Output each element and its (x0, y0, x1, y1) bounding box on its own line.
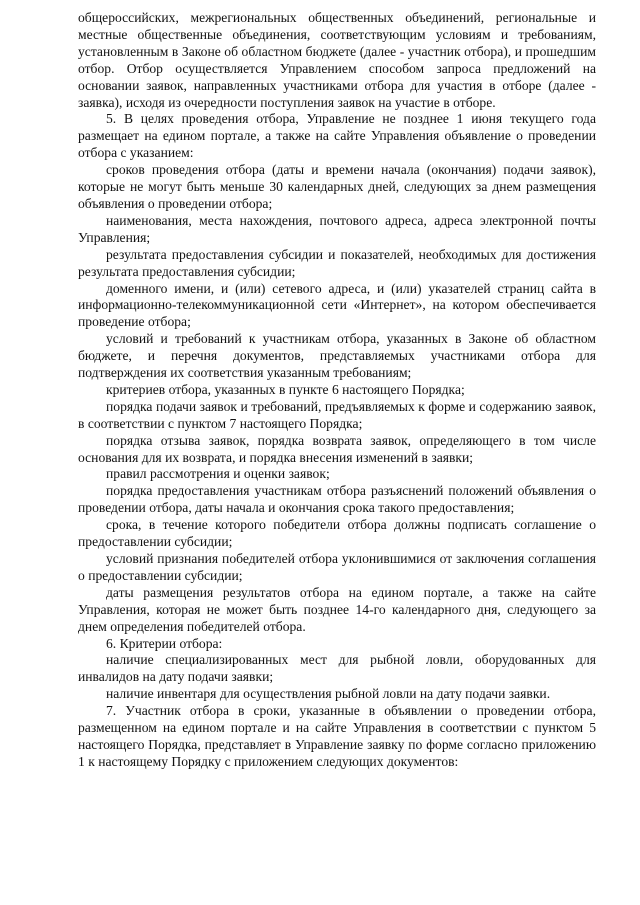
paragraph: наличие специализированных мест для рыбной ловли, оборудованных для инвалидов на дату подачи заявки; (78, 652, 596, 685)
paragraph: порядка подачи заявок и требований, предъявляемых к форме и содержанию заявок, в соответствии с пунктом 7 настоящего Порядка; (78, 398, 596, 431)
paragraph: результата предоставления субсидии и показателей, необходимых для достижения результата предоставления субсидии; (78, 246, 596, 279)
paragraph: 6. Критерии отбора: (106, 635, 223, 651)
paragraph: наличие инвентаря для осуществления рыбной ловли на дату подачи заявки. (106, 686, 551, 702)
paragraph: доменного имени, и (или) сетевого адреса, и (или) указателей страниц сайта в информационно-телекоммуникационной сети «Интернет», на котором обеспечивается проведение отбора; (78, 280, 596, 330)
paragraph: условий признания победителей отбора уклонившимися от заключения соглашения о предоставлении субсидии; (78, 551, 596, 583)
paragraph: 7. Участник отбора в сроки, указанные в объявлении о проведении отбора, размещенном на едином портале и на сайте Управления в соответствии с пунктом 5 настоящего Порядка, представляет в Управление заявку по форме согласно приложению 1 к настоящему Порядку с приложением следующих документов: (78, 703, 596, 769)
paragraph: правил рассмотрения и оценки заявок; (106, 466, 330, 482)
paragraph: наименования, места нахождения, почтового адреса, адреса электронной почты Управления; (78, 212, 596, 245)
paragraph: критериев отбора, указанных в пункте 6 настоящего Порядка; (106, 381, 465, 397)
paragraph: сроков проведения отбора (даты и времени начала (окончания) подачи заявок), которые не могут быть меньше 30 календарных дней, следующих за днем размещения объявления о проведении отбора; (78, 162, 596, 211)
paragraph: даты размещения результатов отбора на едином портале, а также на сайте Управления, которая не может быть позднее 14-го календарного дня, следующего за днем определения победителей отбора. (78, 584, 596, 634)
paragraph: 5. В целях проведения отбора, Управление не позднее 1 июня текущего года размещает на едином портале, а также на сайте Управления объявление о проведении отбора с указанием: (78, 111, 596, 161)
document-body (78, 10, 596, 771)
paragraph: срока, в течение которого победители отбора должны подписать соглашение о предоставлении субсидии; (78, 517, 596, 550)
paragraph: порядка отзыва заявок, порядка возврата заявок, определяющего в том числе основания для их возврата, и порядка внесения изменений в заявки; (78, 432, 596, 465)
paragraph: порядка предоставления участникам отбора разъяснений положений объявления о проведении отбора, даты начала и окончания срока такого предоставления; (78, 483, 596, 516)
paragraph: условий и требований к участникам отбора, указанных в Законе об областном бюджете, и перечня документов, представляемых участниками отбора для подтверждения их соответствия указанным требованиям; (78, 331, 596, 381)
paragraph: общероссийских, межрегиональных общественных объединений, региональные и местные общественные объединения, соответствующим условиям и требованиям, установленным в Законе об областном бюджете (далее - участник отбора), и прошедшим отбор. Отбор осуществляется Управлением способом запроса предложений на основании заявок, направленных участниками отбора для участия в отборе (далее - заявка), исходя из очередности поступления заявок на участие в отборе. (78, 10, 596, 110)
